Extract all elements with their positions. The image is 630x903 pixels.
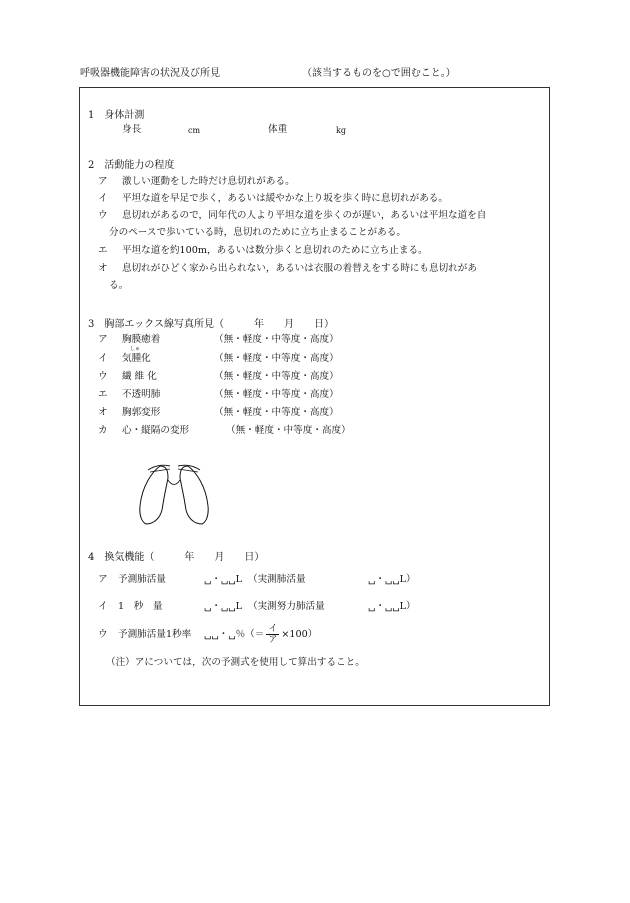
vent-label-u: 予測肺活量1秒率: [118, 629, 192, 640]
xray-mark-i: イ: [98, 353, 108, 364]
xray-label-i: [122, 346, 151, 365]
xray-label-e: 不透明肺: [122, 389, 161, 400]
xray-grades-i: （無・軽度・中等度・高度）: [214, 353, 339, 364]
weight-label: 体重: [268, 124, 288, 135]
vent-label-a: 予測肺活量: [118, 574, 166, 585]
xray-label-ka: 心・縦隔の変形: [122, 425, 190, 436]
vent-mark-u: ウ: [98, 629, 108, 640]
xray-label-a: 胸膜癒着: [122, 334, 161, 345]
activity-mark-o: オ: [98, 263, 108, 274]
vent-value-u: ␣␣・␣％（＝: [204, 629, 265, 640]
section4-heading: 4 換気機能（ 年 月 日）: [88, 552, 265, 563]
activity-mark-a: ア: [98, 176, 108, 187]
activity-mark-i: イ: [98, 193, 108, 204]
section1-heading: 1 身体計測: [88, 110, 145, 121]
activity-text-i: 平坦な道を早足で歩く，あるいは緩やかな上り坂を歩く時に息切れがある。: [122, 193, 448, 204]
vent-value-i: ␣・␣␣L: [204, 601, 242, 612]
xray-label-o: 胸郭変形: [122, 407, 161, 418]
vent-value-a: ␣・␣␣L: [204, 574, 242, 585]
mediastinum: [168, 480, 180, 485]
vent-paren-a: （実測肺活量: [248, 574, 306, 585]
height-unit: cm: [188, 126, 201, 135]
xray-grades-u: （無・軽度・中等度・高度）: [214, 371, 339, 382]
vent-label-i: 1 秒 量: [118, 601, 163, 612]
xray-mark-ka: カ: [98, 425, 108, 436]
activity-mark-e: エ: [98, 245, 108, 256]
vent-paren-value-i: ␣・␣␣L）: [368, 601, 416, 612]
fraction-numerator: イ: [268, 624, 278, 634]
xray-mark-u: ウ: [98, 371, 108, 382]
vent-note: （注）アについては，次の予測式を使用して算出すること。: [106, 657, 365, 668]
vent-paren-value-a: ␣・␣␣L）: [368, 574, 416, 585]
xray-mark-e: エ: [98, 389, 108, 400]
height-label: 身長: [122, 124, 142, 135]
xray-grades-o: （無・軽度・中等度・高度）: [214, 407, 339, 418]
vent-mark-i: イ: [98, 601, 108, 612]
activity-mark-u: ウ: [98, 210, 108, 221]
vent-tail-u: ×100）: [281, 629, 318, 640]
activity-text-u-2: 分のペースで歩いている時，息切れのために立ち止まることがある。: [109, 227, 406, 238]
activity-text-e: 平坦な道を約100m，あるいは数分歩くと息切れのために立ち止まる。: [122, 245, 428, 256]
activity-text-o-2: る。: [109, 280, 129, 291]
xray-label-i-ruby: しゅ: [130, 346, 141, 352]
xray-mark-a: ア: [98, 334, 108, 345]
activity-text-u-1: 息切れがあるので，同年代の人より平坦な道を歩くのが遅い，あるいは平坦な道を自: [122, 210, 487, 221]
form-frame: [79, 87, 550, 706]
section3-heading: 3 胸部エックス線写真所見（ 年 月 日）: [88, 319, 335, 330]
left-lung-outline: [140, 466, 168, 524]
right-lung-outline: [180, 466, 208, 524]
vent-formula-u: [204, 624, 317, 646]
activity-text-o-1: 息切れがひどく家から出られない，あるいは衣服の着替えをする時にも息切れがあ: [122, 263, 477, 274]
xray-label-i-text: 気腫化: [122, 353, 151, 364]
xray-grades-e: （無・軽度・中等度・高度）: [214, 389, 339, 400]
form-title: 呼吸器機能障害の状況及び所見: [80, 68, 220, 79]
vent-paren-i: （実測努力肺活量: [248, 601, 325, 612]
xray-grades-a: （無・軽度・中等度・高度）: [214, 334, 339, 345]
lung-diagram: [136, 458, 216, 530]
activity-text-a: 激しい運動をした時だけ息切れがある。: [122, 176, 295, 187]
section2-heading: 2 活動能力の程度: [88, 160, 175, 171]
form-instruction: （該当するものを○で囲むこと。）: [302, 68, 456, 79]
xray-mark-o: オ: [98, 407, 108, 418]
ratio-fraction: [266, 624, 279, 645]
weight-unit: kg: [336, 126, 346, 135]
xray-grades-ka: （無・軽度・中等度・高度）: [226, 425, 351, 436]
fraction-denominator: ア: [268, 635, 278, 645]
xray-label-u: 繊 維 化: [122, 371, 157, 382]
vent-mark-a: ア: [98, 574, 108, 585]
